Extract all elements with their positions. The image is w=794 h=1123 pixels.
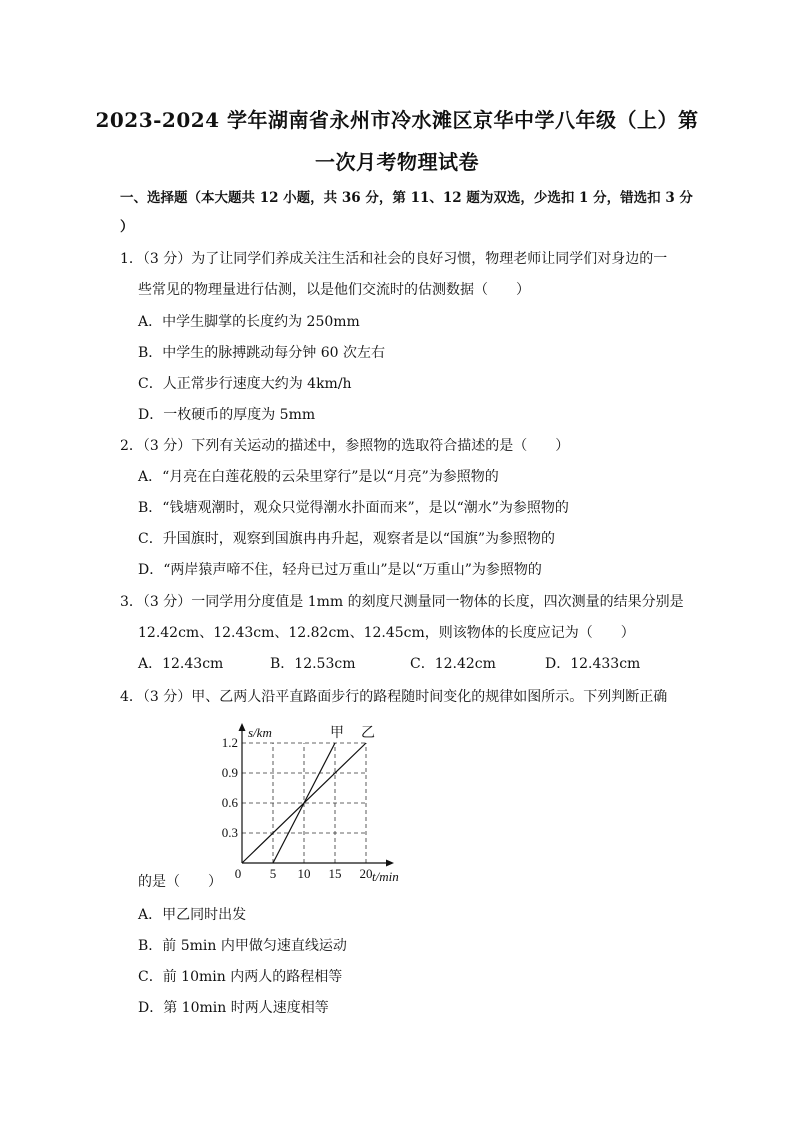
question-1-option-c[interactable]: C．人正常步行速度大约为 4km/h bbox=[138, 376, 352, 392]
exam-title-line-1: 2023-2024 学年湖南省永州市冷水滩区京华中学八年级（上）第 bbox=[95, 108, 699, 132]
y-axis-label: s/km bbox=[248, 725, 272, 740]
question-2-option-a[interactable]: A．“月亮在白莲花般的云朵里穿行”是以“月亮”为参照物的 bbox=[138, 469, 499, 485]
y-tick-label: 1.2 bbox=[221, 735, 238, 750]
question-4-option-c[interactable]: C．前 10min 内两人的路程相等 bbox=[138, 969, 343, 985]
x-axis-label: t/min bbox=[372, 869, 399, 884]
x-tick-label: 20 bbox=[359, 866, 373, 881]
question-3-option-c[interactable]: C．12.42cm bbox=[410, 656, 496, 672]
question-4-stem-continued: 的是（ ） bbox=[138, 874, 222, 890]
x-tick-label: 0 bbox=[234, 866, 242, 881]
y-tick-label: 0.3 bbox=[221, 825, 238, 840]
x-tick-label: 5 bbox=[269, 866, 277, 881]
question-3-stem: 3．（3 分）一同学用分度值是 1mm 的刻度尺测量同一物体的长度，四次测量的结果分别是 bbox=[120, 594, 684, 610]
distance-time-chart bbox=[208, 722, 408, 887]
x-tick-label: 15 bbox=[328, 866, 342, 881]
question-3-option-b[interactable]: B．12.53cm bbox=[270, 656, 356, 672]
question-3-option-d[interactable]: D．12.433cm bbox=[545, 656, 641, 672]
x-axis-arrow bbox=[386, 860, 394, 867]
question-3-option-a[interactable]: A．12.43cm bbox=[138, 656, 224, 672]
question-1-option-a[interactable]: A．中学生脚掌的长度约为 250mm bbox=[138, 314, 360, 330]
exam-title-line-2: 一次月考物理试卷 bbox=[315, 150, 479, 174]
series-label-jia: 甲 bbox=[330, 726, 344, 741]
question-4-stem: 4．（3 分）甲、乙两人沿平直路面步行的路程随时间变化的规律如图所示。下列判断正确 bbox=[120, 689, 668, 705]
y-tick-label: 0.6 bbox=[221, 795, 238, 810]
section-heading-continued: ） bbox=[120, 219, 134, 235]
question-2-stem: 2．（3 分）下列有关运动的描述中，参照物的选取符合描述的是（ ） bbox=[120, 438, 570, 454]
question-4-option-d[interactable]: D．第 10min 时两人速度相等 bbox=[138, 1000, 329, 1016]
question-2-option-c[interactable]: C．升国旗时，观察到国旗冉冉升起，观察者是以“国旗”为参照物的 bbox=[138, 531, 556, 547]
question-4-option-a[interactable]: A．甲乙同时出发 bbox=[138, 907, 247, 923]
question-1-option-b[interactable]: B．中学生的脉搏跳动每分钟 60 次左右 bbox=[138, 345, 386, 361]
question-1-stem: 1．（3 分）为了让同学们养成关注生活和社会的良好习惯，物理老师让同学们对身边的一 bbox=[120, 251, 668, 267]
question-2-option-b[interactable]: B．“钱塘观潮时，观众只觉得潮水扑面而来”，是以“潮水”为参照物的 bbox=[138, 500, 569, 516]
y-tick-label: 0.9 bbox=[221, 765, 238, 780]
question-1-option-d[interactable]: D．一枚硬币的厚度为 5mm bbox=[138, 407, 316, 423]
section-heading: 一、选择题（本大题共 12 小题，共 36 分，第 11、12 题为双选，少选扣 1 分，错选扣 3 分 bbox=[120, 190, 693, 206]
y-axis-arrow bbox=[239, 723, 246, 731]
question-3-stem-continued: 12.42cm、12.43cm、12.82cm、12.45cm，则该物体的长度应记为（ ） bbox=[138, 625, 635, 641]
question-1-stem-continued: 些常见的物理量进行估测，以是他们交流时的估测数据（ ） bbox=[138, 282, 530, 298]
x-tick-label: 10 bbox=[297, 866, 311, 881]
question-4-option-b[interactable]: B．前 5min 内甲做匀速直线运动 bbox=[138, 938, 347, 954]
question-2-option-d[interactable]: D．“两岸猿声啼不住，轻舟已过万重山”是以“万重山”为参照物的 bbox=[138, 562, 542, 578]
series-label-yi: 乙 bbox=[361, 726, 375, 741]
